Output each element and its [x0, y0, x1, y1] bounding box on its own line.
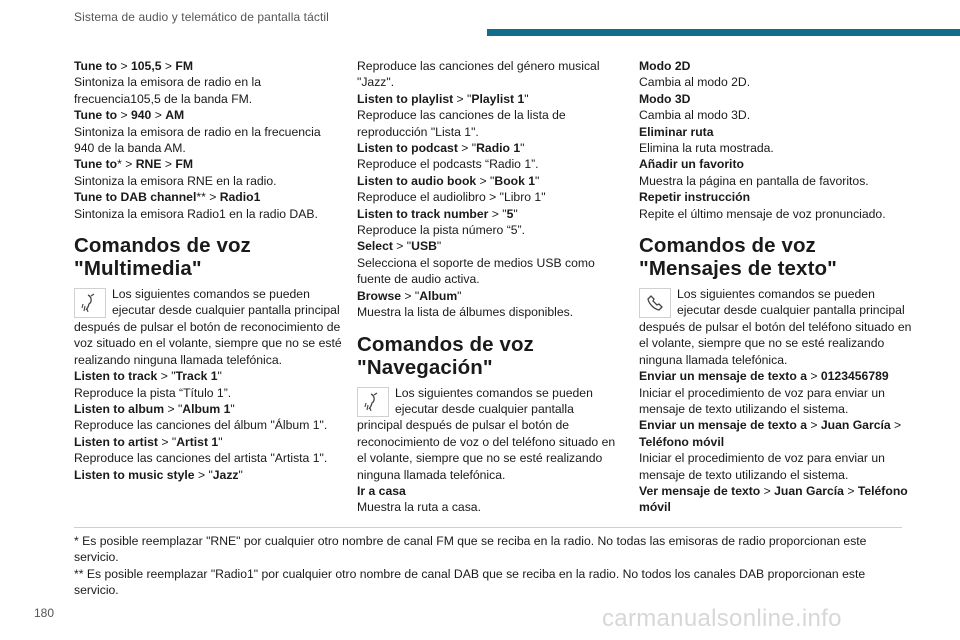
voice-command-command	[74, 189, 344, 205]
command-token: > "	[488, 206, 507, 221]
header-accent-bar	[487, 29, 960, 36]
command-token: Listen to album	[74, 401, 165, 416]
command-token: Juan García	[820, 418, 891, 433]
voice-command-description: Cambia al modo 2D.	[639, 75, 751, 90]
voice-command-command	[639, 189, 914, 205]
column-3	[639, 58, 914, 516]
command-token: Juan García	[774, 483, 844, 498]
voice-command-description: Reproduce las canciones del género musical "Jazz".	[357, 59, 600, 90]
voice-command-description: Reproduce la pista “Título 1”.	[74, 385, 232, 400]
command-token: Ver mensaje de texto	[639, 483, 761, 498]
voice-command-command	[357, 288, 622, 304]
section-intro	[357, 385, 622, 483]
header-title: Sistema de audio y telemático de pantalla táctil	[74, 10, 329, 24]
command-token: ** >	[196, 190, 220, 205]
command-token: > "	[476, 173, 495, 188]
command-token: Radio1	[219, 190, 261, 205]
command-token: >	[806, 369, 821, 384]
voice-command-icon	[357, 387, 389, 417]
section-title: Comandos de voz "Mensajes de texto"	[639, 234, 837, 281]
voice-command-command	[357, 140, 622, 156]
voice-command-command	[639, 368, 914, 384]
command-token: Repetir instrucción	[639, 190, 751, 205]
command-token: Eliminar ruta	[639, 124, 714, 139]
command-token: Modo 2D	[639, 59, 691, 73]
command-token: > "	[157, 369, 176, 384]
command-token: 940	[131, 108, 152, 123]
command-token: FM	[175, 59, 193, 73]
section-intro-text: Los siguientes comandos se pueden ejecutar desde cualquier pantalla principal después de pulsar el botón de reconocimiento de voz o del teléfono situado en el volante, siempre que no se esté realizando ninguna llamada telefónica.	[357, 385, 616, 482]
page-number: 180	[34, 606, 55, 620]
command-token: > "	[457, 141, 477, 156]
voice-command-description: Cambia al modo 3D.	[639, 108, 751, 123]
command-token: "	[520, 141, 525, 156]
voice-command-description: Muestra la ruta a casa.	[357, 500, 481, 515]
voice-command-command	[74, 368, 344, 384]
command-token: USB	[411, 239, 437, 254]
voice-command-command	[639, 483, 914, 516]
command-token: "	[230, 401, 235, 416]
command-token: "	[218, 434, 223, 449]
voice-command-command	[639, 156, 914, 172]
section-intro	[639, 286, 914, 368]
command-token: > "	[157, 434, 177, 449]
voice-command-description: Reproduce las canciones de la lista de reproducción "Lista 1".	[357, 108, 566, 139]
command-token: 5	[506, 206, 514, 221]
command-token: Tune to	[74, 157, 118, 172]
command-token: > "	[453, 91, 472, 106]
column-1	[74, 58, 344, 483]
command-token: Tune to	[74, 59, 118, 73]
command-token: >	[890, 418, 902, 433]
command-token: Modo 3D	[639, 91, 691, 106]
voice-command-description: Sintoniza la emisora de radio en la frecuencia105,5 de la banda FM.	[74, 75, 261, 106]
command-token: Jazz	[212, 467, 239, 482]
command-token: Playlist 1	[471, 91, 525, 106]
voice-command-command	[357, 173, 622, 189]
voice-command-command	[74, 107, 344, 123]
command-token: "	[513, 206, 518, 221]
voice-command-description: Muestra la lista de álbumes disponibles.	[357, 305, 574, 320]
command-token: Listen to artist	[74, 434, 158, 449]
command-token: >	[161, 157, 176, 172]
voice-command-command	[639, 417, 914, 450]
voice-command-description: Selecciona el soporte de medios USB como fuente de audio activa.	[357, 255, 595, 287]
command-token: Listen to track number	[357, 206, 489, 221]
voice-command-description: Reproduce las canciones del álbum "Álbum 1".	[74, 418, 328, 433]
command-token: >	[843, 483, 858, 498]
command-token: Artist 1	[176, 434, 219, 449]
voice-command-command	[357, 483, 622, 499]
command-token: RNE	[135, 157, 162, 172]
command-token: >	[161, 59, 176, 73]
command-token: Enviar un mensaje de texto a	[639, 369, 807, 384]
command-token: AM	[165, 108, 185, 123]
voice-command-command	[357, 238, 622, 254]
command-token: > "	[401, 288, 420, 303]
command-token: > "	[194, 467, 213, 482]
column-2	[357, 58, 622, 516]
section-intro-text: Los siguientes comandos se pueden ejecutar desde cualquier pantalla principal después de pulsar el botón del teléfono situado en el volante, siempre que no se esté realizando ninguna llamada telefónica.	[639, 287, 912, 367]
command-token: >	[151, 108, 166, 123]
voice-command-command	[74, 434, 344, 450]
voice-command-description: Elimina la ruta mostrada.	[639, 141, 774, 156]
command-token: >	[806, 418, 821, 433]
voice-command-description: Sintoniza la emisora RNE en la radio.	[74, 173, 277, 188]
command-token: > "	[392, 239, 412, 254]
voice-command-description: Repite el último mensaje de voz pronunciado.	[639, 206, 886, 221]
command-token: Radio 1	[476, 141, 521, 156]
command-token: Track 1	[175, 369, 218, 384]
voice-command-description: Reproduce el audiolibro > "Libro 1"	[357, 190, 546, 205]
command-token: >	[117, 59, 131, 73]
command-token: Listen to audio book	[357, 173, 477, 188]
command-token: "	[524, 91, 529, 106]
command-token: Book 1	[494, 173, 536, 188]
command-token: Tune to DAB channel	[74, 190, 197, 205]
voice-command-command	[639, 124, 914, 140]
voice-command-description: Iniciar el procedimiento de voz para enviar un mensaje de texto utilizando el sistema.	[639, 451, 885, 482]
voice-command-command	[639, 58, 914, 74]
command-token: Listen to podcast	[357, 141, 458, 156]
command-token: >	[760, 483, 775, 498]
command-token: Ir a casa	[357, 483, 406, 498]
footnote-dab: ** Es posible reemplazar "Radio1" por cualquier otro nombre de canal DAB que se reciba en la radio. No todos los canales DAB proporcionan este servicio.	[74, 566, 866, 598]
voice-command-description: Reproduce el podcasts “Radio 1”.	[357, 157, 539, 172]
command-token: Teléfono móvil	[639, 483, 908, 515]
command-token: Enviar un mensaje de texto a	[639, 418, 807, 433]
voice-command-command	[74, 467, 344, 483]
command-token: Listen to music style	[74, 467, 195, 482]
command-token: "	[535, 173, 540, 188]
voice-command-command	[639, 91, 914, 107]
voice-command-description: Reproduce las canciones del artista "Artista 1".	[74, 451, 328, 466]
command-token: Listen to track	[74, 369, 158, 384]
command-token: Album 1	[182, 401, 231, 416]
command-token: > "	[164, 401, 183, 416]
command-token: Teléfono móvil	[639, 434, 725, 449]
command-token: * >	[117, 157, 136, 172]
section-intro	[74, 286, 344, 368]
footnotes	[74, 527, 902, 599]
voice-command-command	[357, 206, 622, 222]
command-token: Añadir un favorito	[639, 157, 744, 172]
command-token: "	[217, 369, 222, 384]
voice-command-command	[74, 401, 344, 417]
section-intro-text: Los siguientes comandos se pueden ejecutar desde cualquier pantalla principal después de pulsar el botón de reconocimiento de voz situado en el volante, siempre que no se esté realizando ninguna llamada telefónica.	[74, 287, 342, 367]
command-token: "	[436, 239, 442, 254]
command-token: FM	[175, 157, 193, 172]
command-token: 0123456789	[820, 369, 889, 384]
section-title: Comandos de voz "Multimedia"	[74, 234, 251, 281]
command-token: Album	[419, 288, 458, 303]
command-token: Tune to	[74, 108, 118, 123]
command-token: "	[238, 467, 243, 482]
command-token: >	[117, 108, 131, 123]
watermark[interactable]: carmanualsonline.info	[602, 605, 842, 632]
command-token: Listen to playlist	[357, 91, 454, 106]
voice-command-command	[357, 91, 622, 107]
voice-command-command	[74, 156, 344, 172]
voice-command-description: Sintoniza la emisora de radio en la frecuencia 940 de la banda AM.	[74, 124, 321, 156]
footnote-fm: * Es posible reemplazar "RNE" por cualquier otro nombre de canal FM que se reciba en la radio. No todas las emisoras de radio proporcionan este servicio.	[74, 534, 867, 565]
voice-command-description: Sintoniza la emisora Radio1 en la radio DAB.	[74, 206, 318, 221]
command-token: "	[457, 288, 462, 303]
section-title: Comandos de voz "Navegación"	[357, 332, 534, 379]
voice-command-command	[74, 58, 344, 74]
voice-command-description: Muestra la página en pantalla de favoritos.	[639, 173, 869, 188]
voice-command-icon	[74, 288, 106, 318]
voice-command-description: Reproduce la pista número “5”.	[357, 223, 526, 238]
command-token: Select	[357, 239, 393, 254]
phone-button-icon	[639, 288, 671, 318]
voice-command-description: Iniciar el procedimiento de voz para enviar un mensaje de texto utilizando el sistema.	[639, 385, 885, 416]
command-token: 105,5	[131, 59, 162, 73]
command-token: Browse	[357, 288, 402, 303]
